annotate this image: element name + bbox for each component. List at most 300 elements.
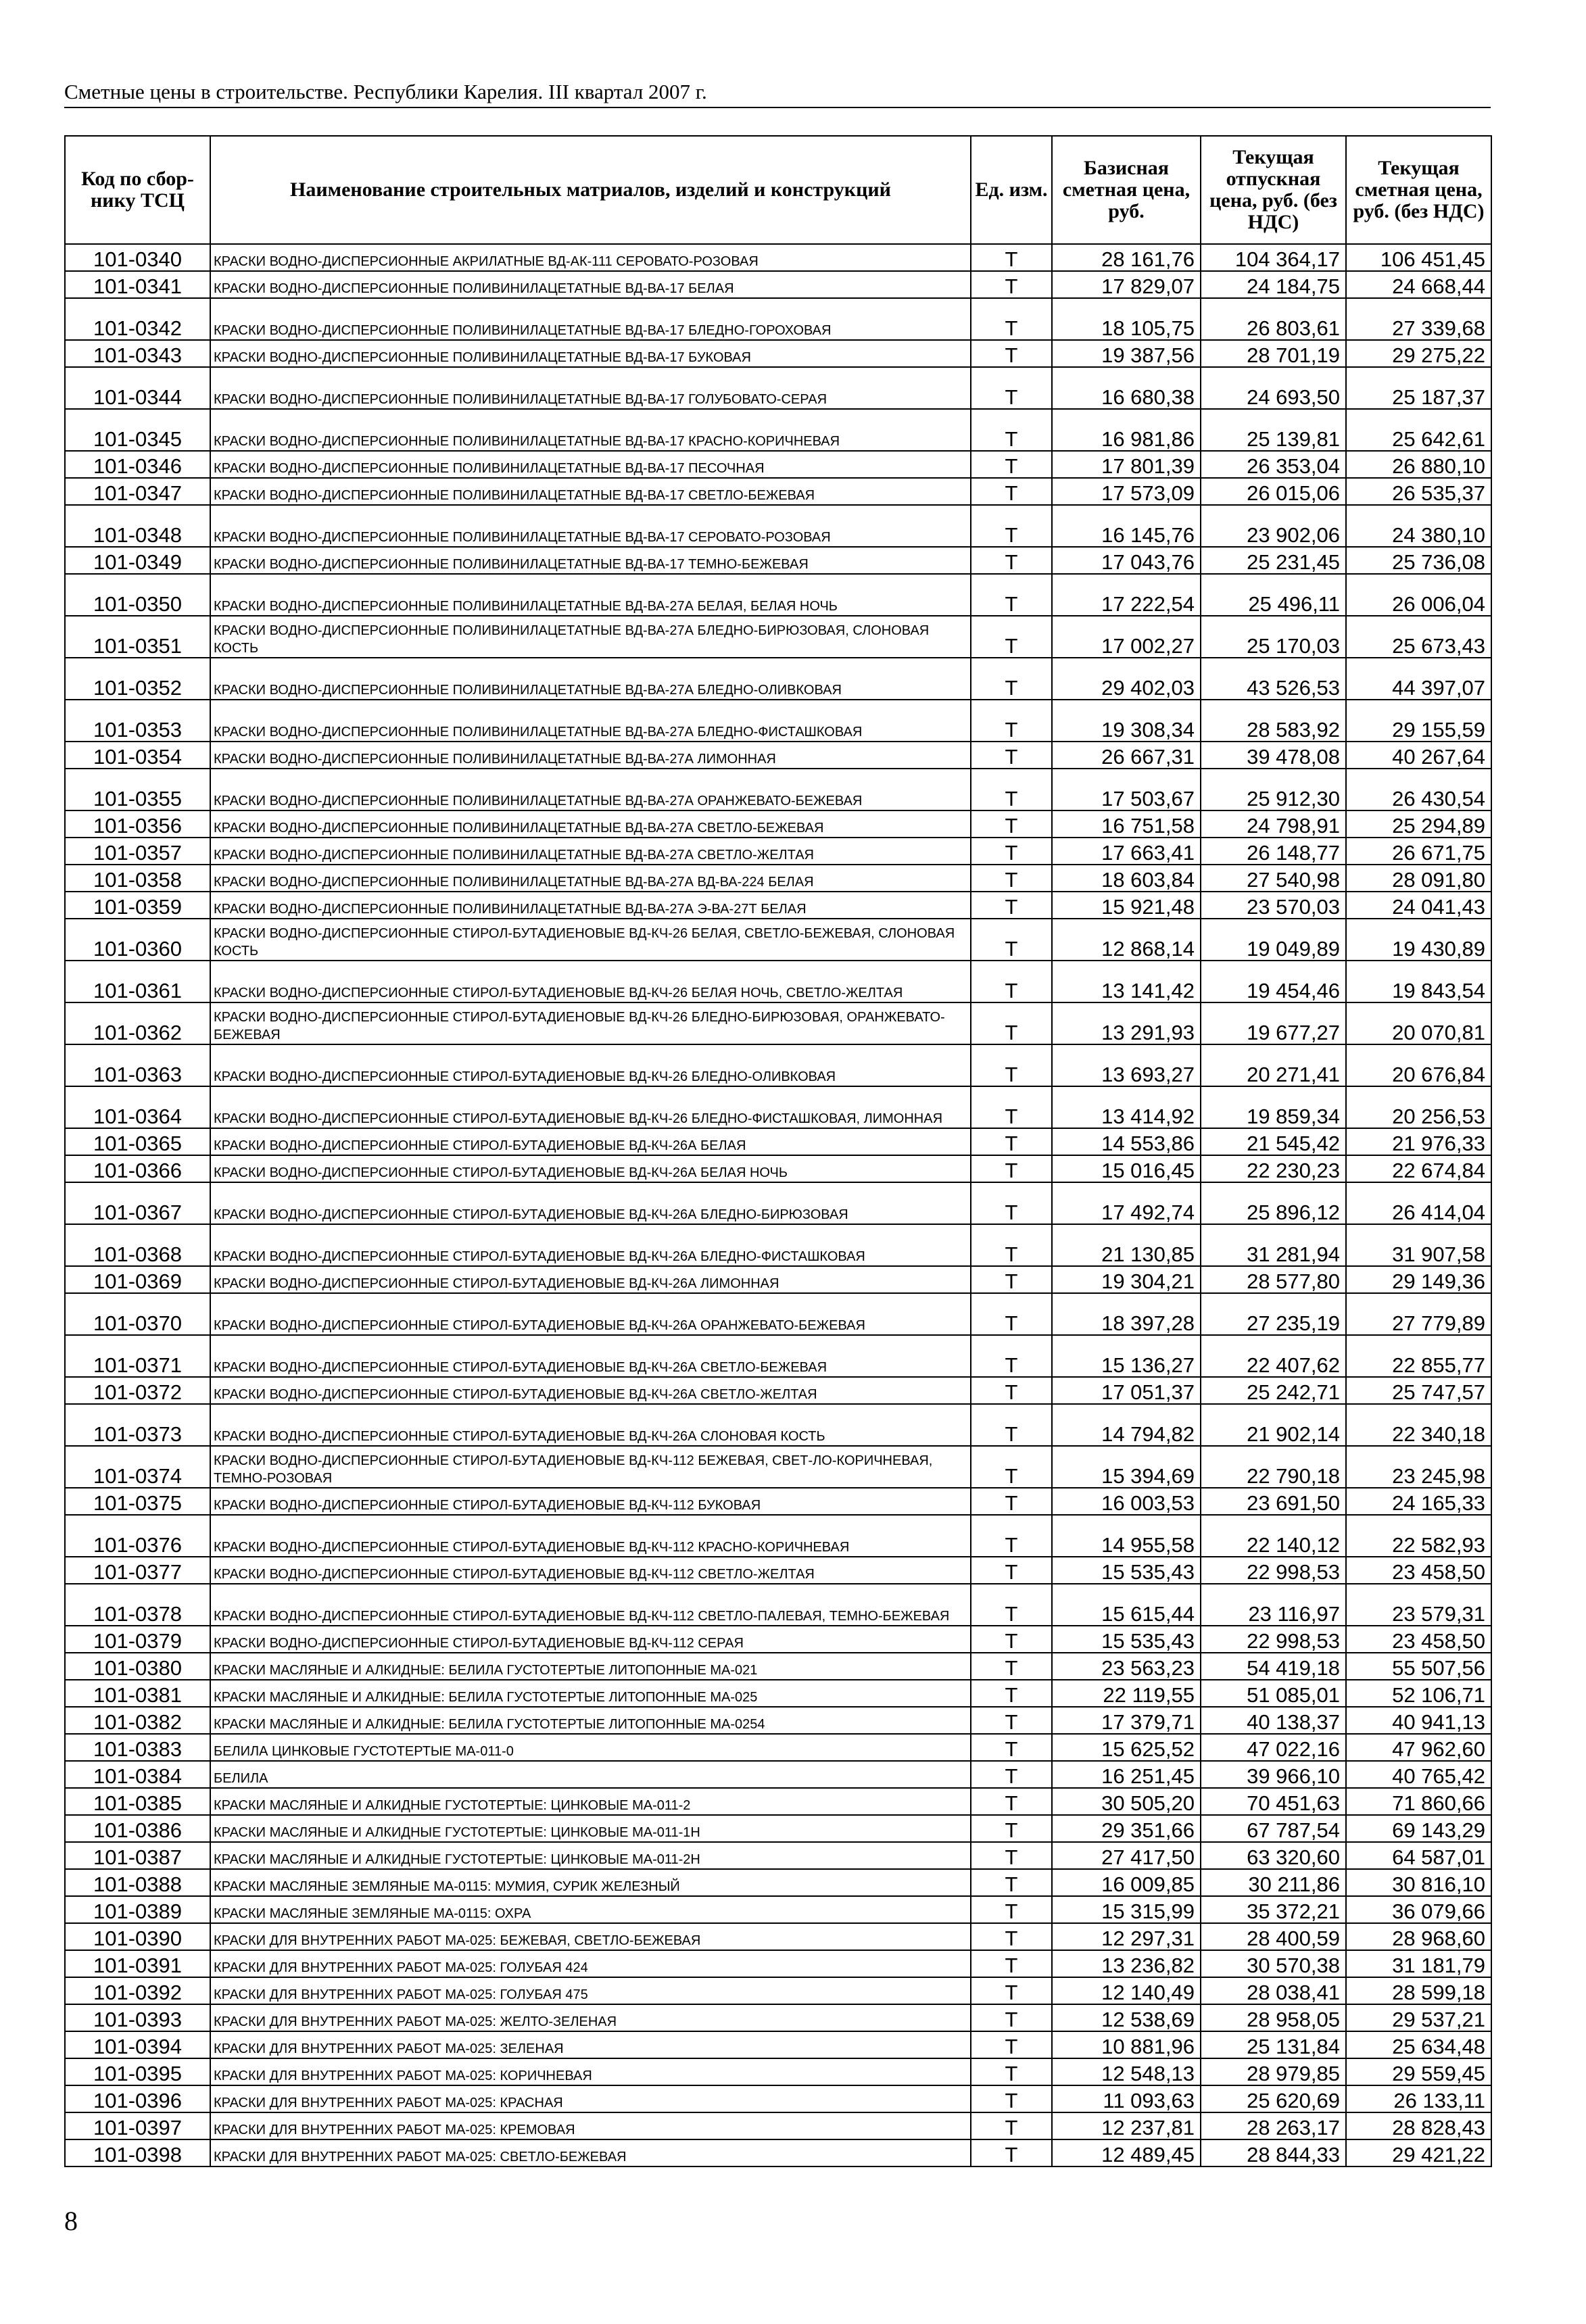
table-row — [65, 1293, 1491, 1335]
cell-estimate-price: 26 133,11 — [1346, 2085, 1491, 2112]
cell-name: КРАСКИ ВОДНО-ДИСПЕРСИОННЫЕ СТИРОЛ-БУТАДИЕНОВЫЕ ВД-КЧ-26 БЛЕДНО-БИРЮЗОВАЯ, ОРАНЖЕВАТО-БЕЖЕВАЯ — [210, 1002, 971, 1044]
cell-code: 101-0345 — [65, 409, 210, 451]
table-row — [65, 271, 1491, 298]
cell-base-price: 17 801,39 — [1052, 451, 1201, 478]
cell-code: 101-0384 — [65, 1761, 210, 1788]
cell-base-price: 13 693,27 — [1052, 1044, 1201, 1086]
cell-name: КРАСКИ ВОДНО-ДИСПЕРСИОННЫЕ ПОЛИВИНИЛАЦЕТАТНЫЕ ВД-ВА-27А СВЕТЛО-БЕЖЕВАЯ — [210, 810, 971, 838]
cell-code: 101-0371 — [65, 1335, 210, 1377]
cell-release-price: 40 138,37 — [1201, 1707, 1346, 1734]
table-row — [65, 451, 1491, 478]
cell-code: 101-0365 — [65, 1128, 210, 1155]
cell-base-price: 15 921,48 — [1052, 892, 1201, 919]
cell-code: 101-0397 — [65, 2112, 210, 2139]
cell-name: КРАСКИ ВОДНО-ДИСПЕРСИОННЫЕ СТИРОЛ-БУТАДИЕНОВЫЕ ВД-КЧ-112 БЕЖЕВАЯ, СВЕТ-ЛО-КОРИЧНЕВАЯ, ТЕМНО-РОЗОВАЯ — [210, 1446, 971, 1488]
cell-base-price: 30 505,20 — [1052, 1788, 1201, 1815]
cell-estimate-price: 64 587,01 — [1346, 1842, 1491, 1869]
cell-release-price: 25 896,12 — [1201, 1182, 1346, 1224]
cell-estimate-price: 55 507,56 — [1346, 1653, 1491, 1680]
cell-base-price: 17 379,71 — [1052, 1707, 1201, 1734]
cell-unit: Т — [971, 1335, 1052, 1377]
cell-code: 101-0349 — [65, 547, 210, 574]
cell-code: 101-0351 — [65, 616, 210, 658]
cell-base-price: 13 236,82 — [1052, 1950, 1201, 1977]
cell-base-price: 12 548,13 — [1052, 2058, 1201, 2085]
table-row — [65, 742, 1491, 769]
cell-estimate-price: 22 582,93 — [1346, 1515, 1491, 1557]
cell-name: КРАСКИ ДЛЯ ВНУТРЕННИХ РАБОТ МА-025: КРЕМОВАЯ — [210, 2112, 971, 2139]
cell-code: 101-0390 — [65, 1923, 210, 1950]
cell-base-price: 17 051,37 — [1052, 1377, 1201, 1404]
cell-base-price: 23 563,23 — [1052, 1653, 1201, 1680]
cell-base-price: 15 315,99 — [1052, 1896, 1201, 1923]
cell-release-price: 51 085,01 — [1201, 1680, 1346, 1707]
cell-name: КРАСКИ ВОДНО-ДИСПЕРСИОННЫЕ ПОЛИВИНИЛАЦЕТАТНЫЕ ВД-ВА-27А ВД-ВА-224 БЕЛАЯ — [210, 865, 971, 892]
table-row — [65, 1488, 1491, 1515]
cell-unit: Т — [971, 1224, 1052, 1266]
cell-unit: Т — [971, 1950, 1052, 1977]
cell-code: 101-0361 — [65, 961, 210, 1002]
cell-release-price: 30 211,86 — [1201, 1869, 1346, 1896]
cell-code: 101-0343 — [65, 340, 210, 367]
cell-estimate-price: 23 458,50 — [1346, 1557, 1491, 1584]
cell-unit: Т — [971, 1155, 1052, 1182]
cell-base-price: 10 881,96 — [1052, 2031, 1201, 2058]
cell-estimate-price: 20 070,81 — [1346, 1002, 1491, 1044]
column-header-unit: Ед. изм. — [971, 136, 1052, 244]
cell-base-price: 15 016,45 — [1052, 1155, 1201, 1182]
cell-release-price: 26 148,77 — [1201, 838, 1346, 865]
cell-unit: Т — [971, 865, 1052, 892]
cell-code: 101-0348 — [65, 505, 210, 547]
cell-estimate-price: 23 579,31 — [1346, 1584, 1491, 1626]
cell-base-price: 12 489,45 — [1052, 2139, 1201, 2166]
cell-base-price: 17 492,74 — [1052, 1182, 1201, 1224]
table-row — [65, 1923, 1491, 1950]
cell-code: 101-0350 — [65, 574, 210, 616]
table-row — [65, 892, 1491, 919]
cell-estimate-price: 29 559,45 — [1346, 2058, 1491, 2085]
cell-unit: Т — [971, 1002, 1052, 1044]
table-row — [65, 700, 1491, 742]
cell-unit: Т — [971, 1761, 1052, 1788]
cell-code: 101-0353 — [65, 700, 210, 742]
cell-estimate-price: 36 079,66 — [1346, 1896, 1491, 1923]
cell-code: 101-0369 — [65, 1266, 210, 1293]
cell-name: КРАСКИ ВОДНО-ДИСПЕРСИОННЫЕ СТИРОЛ-БУТАДИЕНОВЫЕ ВД-КЧ-112 КРАСНО-КОРИЧНЕВАЯ — [210, 1515, 971, 1557]
cell-base-price: 19 304,21 — [1052, 1266, 1201, 1293]
cell-name: КРАСКИ ВОДНО-ДИСПЕРСИОННЫЕ СТИРОЛ-БУТАДИЕНОВЫЕ ВД-КЧ-26 БЕЛАЯ НОЧЬ, СВЕТЛО-ЖЕЛТАЯ — [210, 961, 971, 1002]
cell-unit: Т — [971, 1044, 1052, 1086]
cell-code: 101-0377 — [65, 1557, 210, 1584]
table-row — [65, 1680, 1491, 1707]
cell-name: КРАСКИ ВОДНО-ДИСПЕРСИОННЫЕ ПОЛИВИНИЛАЦЕТАТНЫЕ ВД-ВА-27А Э-ВА-27Т БЕЛАЯ — [210, 892, 971, 919]
table-row — [65, 547, 1491, 574]
cell-release-price: 28 979,85 — [1201, 2058, 1346, 2085]
cell-name: КРАСКИ ДЛЯ ВНУТРЕННИХ РАБОТ МА-025: КОРИЧНЕВАЯ — [210, 2058, 971, 2085]
cell-estimate-price: 106 451,45 — [1346, 244, 1491, 271]
cell-unit: Т — [971, 810, 1052, 838]
cell-unit: Т — [971, 1977, 1052, 2004]
cell-code: 101-0352 — [65, 658, 210, 700]
cell-release-price: 21 545,42 — [1201, 1128, 1346, 1155]
cell-release-price: 28 583,92 — [1201, 700, 1346, 742]
cell-unit: Т — [971, 1404, 1052, 1446]
cell-base-price: 19 308,34 — [1052, 700, 1201, 742]
cell-base-price: 12 538,69 — [1052, 2004, 1201, 2031]
table-row — [65, 1224, 1491, 1266]
cell-base-price: 18 105,75 — [1052, 298, 1201, 340]
cell-name: КРАСКИ ВОДНО-ДИСПЕРСИОННЫЕ ПОЛИВИНИЛАЦЕТАТНЫЕ ВД-ВА-17 ГОЛУБОВАТО-СЕРАЯ — [210, 367, 971, 409]
cell-release-price: 28 263,17 — [1201, 2112, 1346, 2139]
cell-release-price: 47 022,16 — [1201, 1734, 1346, 1761]
cell-release-price: 26 353,04 — [1201, 451, 1346, 478]
cell-unit: Т — [971, 1626, 1052, 1653]
cell-code: 101-0362 — [65, 1002, 210, 1044]
cell-name: КРАСКИ МАСЛЯНЫЕ И АЛКИДНЫЕ ГУСТОТЕРТЫЕ: ЦИНКОВЫЕ МА-011-2 — [210, 1788, 971, 1815]
cell-release-price: 21 902,14 — [1201, 1404, 1346, 1446]
cell-estimate-price: 69 143,29 — [1346, 1815, 1491, 1842]
table-row — [65, 478, 1491, 505]
cell-estimate-price: 22 855,77 — [1346, 1335, 1491, 1377]
table-row — [65, 1155, 1491, 1182]
cell-code: 101-0356 — [65, 810, 210, 838]
cell-estimate-price: 26 006,04 — [1346, 574, 1491, 616]
table-row — [65, 1626, 1491, 1653]
table-row — [65, 1707, 1491, 1734]
cell-estimate-price: 26 671,75 — [1346, 838, 1491, 865]
cell-name: КРАСКИ МАСЛЯНЫЕ И АЛКИДНЫЕ: БЕЛИЛА ГУСТОТЕРТЫЕ ЛИТОПОННЫЕ МА-021 — [210, 1653, 971, 1680]
cell-release-price: 25 242,71 — [1201, 1377, 1346, 1404]
cell-code: 101-0370 — [65, 1293, 210, 1335]
table-row — [65, 1266, 1491, 1293]
table-row — [65, 1128, 1491, 1155]
cell-code: 101-0376 — [65, 1515, 210, 1557]
cell-base-price: 18 603,84 — [1052, 865, 1201, 892]
cell-unit: Т — [971, 244, 1052, 271]
cell-release-price: 19 049,89 — [1201, 919, 1346, 961]
cell-code: 101-0398 — [65, 2139, 210, 2166]
cell-release-price: 19 677,27 — [1201, 1002, 1346, 1044]
cell-name: КРАСКИ ВОДНО-ДИСПЕРСИОННЫЕ СТИРОЛ-БУТАДИЕНОВЫЕ ВД-КЧ-26 БЕЛАЯ, СВЕТЛО-БЕЖЕВАЯ, СЛОНОВАЯ КОСТЬ — [210, 919, 971, 961]
cell-unit: Т — [971, 1086, 1052, 1128]
cell-unit: Т — [971, 2004, 1052, 2031]
cell-name: КРАСКИ ВОДНО-ДИСПЕРСИОННЫЕ ПОЛИВИНИЛАЦЕТАТНЫЕ ВД-ВА-27А БЛЕДНО-БИРЮЗОВАЯ, СЛОНОВАЯ КОСТЬ — [210, 616, 971, 658]
cell-unit: Т — [971, 271, 1052, 298]
cell-unit: Т — [971, 892, 1052, 919]
cell-code: 101-0347 — [65, 478, 210, 505]
cell-estimate-price: 44 397,07 — [1346, 658, 1491, 700]
cell-base-price: 17 002,27 — [1052, 616, 1201, 658]
table-row — [65, 919, 1491, 961]
column-header-release-price: Текущая отпускная цена, руб. (без НДС) — [1201, 136, 1346, 244]
cell-release-price: 30 570,38 — [1201, 1950, 1346, 1977]
cell-base-price: 27 417,50 — [1052, 1842, 1201, 1869]
cell-code: 101-0395 — [65, 2058, 210, 2085]
cell-unit: Т — [971, 1707, 1052, 1734]
cell-release-price: 25 912,30 — [1201, 769, 1346, 810]
table-row — [65, 1335, 1491, 1377]
cell-unit: Т — [971, 1680, 1052, 1707]
cell-unit: Т — [971, 409, 1052, 451]
cell-estimate-price: 26 414,04 — [1346, 1182, 1491, 1224]
cell-release-price: 22 790,18 — [1201, 1446, 1346, 1488]
cell-name: БЕЛИЛА ЦИНКОВЫЕ ГУСТОТЕРТЫЕ МА-011-0 — [210, 1734, 971, 1761]
cell-base-price: 15 535,43 — [1052, 1626, 1201, 1653]
cell-estimate-price: 25 673,43 — [1346, 616, 1491, 658]
cell-estimate-price: 52 106,71 — [1346, 1680, 1491, 1707]
table-row — [65, 340, 1491, 367]
cell-code: 101-0381 — [65, 1680, 210, 1707]
cell-name: КРАСКИ ВОДНО-ДИСПЕРСИОННЫЕ СТИРОЛ-БУТАДИЕНОВЫЕ ВД-КЧ-26А БЕЛАЯ НОЧЬ — [210, 1155, 971, 1182]
cell-code: 101-0379 — [65, 1626, 210, 1653]
cell-unit: Т — [971, 1584, 1052, 1626]
cell-name: КРАСКИ МАСЛЯНЫЕ И АЛКИДНЫЕ: БЕЛИЛА ГУСТОТЕРТЫЕ ЛИТОПОННЫЕ МА-0254 — [210, 1707, 971, 1734]
cell-unit: Т — [971, 547, 1052, 574]
cell-name: КРАСКИ ВОДНО-ДИСПЕРСИОННЫЕ ПОЛИВИНИЛАЦЕТАТНЫЕ ВД-ВА-27А ЛИМОННАЯ — [210, 742, 971, 769]
cell-release-price: 27 540,98 — [1201, 865, 1346, 892]
cell-release-price: 23 570,03 — [1201, 892, 1346, 919]
cell-base-price: 17 829,07 — [1052, 271, 1201, 298]
cell-base-price: 16 003,53 — [1052, 1488, 1201, 1515]
cell-release-price: 26 015,06 — [1201, 478, 1346, 505]
cell-name: КРАСКИ ДЛЯ ВНУТРЕННИХ РАБОТ МА-025: ГОЛУБАЯ 424 — [210, 1950, 971, 1977]
cell-estimate-price: 20 676,84 — [1346, 1044, 1491, 1086]
cell-base-price: 12 140,49 — [1052, 1977, 1201, 2004]
cell-name: КРАСКИ ВОДНО-ДИСПЕРСИОННЫЕ СТИРОЛ-БУТАДИЕНОВЫЕ ВД-КЧ-26 БЛЕДНО-ФИСТАШКОВАЯ, ЛИМОННАЯ — [210, 1086, 971, 1128]
cell-name: КРАСКИ ВОДНО-ДИСПЕРСИОННЫЕ ПОЛИВИНИЛАЦЕТАТНЫЕ ВД-ВА-17 СЕРОВАТО-РОЗОВАЯ — [210, 505, 971, 547]
table-row — [65, 1002, 1491, 1044]
table-body — [65, 244, 1491, 2166]
cell-unit: Т — [971, 1557, 1052, 1584]
cell-release-price: 27 235,19 — [1201, 1293, 1346, 1335]
cell-release-price: 26 803,61 — [1201, 298, 1346, 340]
table-row — [65, 616, 1491, 658]
cell-release-price: 39 966,10 — [1201, 1761, 1346, 1788]
cell-base-price: 16 145,76 — [1052, 505, 1201, 547]
table-row — [65, 2058, 1491, 2085]
cell-unit: Т — [971, 451, 1052, 478]
cell-name: КРАСКИ ВОДНО-ДИСПЕРСИОННЫЕ СТИРОЛ-БУТАДИЕНОВЫЕ ВД-КЧ-112 СВЕТЛО-ПАЛЕВАЯ, ТЕМНО-БЕЖЕВАЯ — [210, 1584, 971, 1626]
cell-base-price: 17 663,41 — [1052, 838, 1201, 865]
cell-estimate-price: 28 828,43 — [1346, 2112, 1491, 2139]
cell-base-price: 14 553,86 — [1052, 1128, 1201, 1155]
cell-base-price: 17 573,09 — [1052, 478, 1201, 505]
cell-base-price: 21 130,85 — [1052, 1224, 1201, 1266]
cell-release-price: 28 701,19 — [1201, 340, 1346, 367]
price-table — [64, 135, 1492, 2167]
cell-name: КРАСКИ ВОДНО-ДИСПЕРСИОННЫЕ СТИРОЛ-БУТАДИЕНОВЫЕ ВД-КЧ-26А СВЕТЛО-БЕЖЕВАЯ — [210, 1335, 971, 1377]
cell-release-price: 28 958,05 — [1201, 2004, 1346, 2031]
cell-code: 101-0374 — [65, 1446, 210, 1488]
cell-code: 101-0341 — [65, 271, 210, 298]
cell-code: 101-0344 — [65, 367, 210, 409]
cell-estimate-price: 47 962,60 — [1346, 1734, 1491, 1761]
cell-base-price: 13 291,93 — [1052, 1002, 1201, 1044]
cell-base-price: 15 394,69 — [1052, 1446, 1201, 1488]
cell-unit: Т — [971, 1734, 1052, 1761]
cell-estimate-price: 21 976,33 — [1346, 1128, 1491, 1155]
table-row — [65, 1446, 1491, 1488]
table-row — [65, 2112, 1491, 2139]
cell-unit: Т — [971, 2112, 1052, 2139]
cell-release-price: 28 038,41 — [1201, 1977, 1346, 2004]
table-row — [65, 1377, 1491, 1404]
cell-base-price: 18 397,28 — [1052, 1293, 1201, 1335]
column-header-base-price: Базисная сметная цена, руб. — [1052, 136, 1201, 244]
cell-name: КРАСКИ ВОДНО-ДИСПЕРСИОННЫЕ АКРИЛАТНЫЕ ВД-АК-111 СЕРОВАТО-РОЗОВАЯ — [210, 244, 971, 271]
table-row — [65, 1815, 1491, 1842]
cell-estimate-price: 28 091,80 — [1346, 865, 1491, 892]
cell-name: КРАСКИ ВОДНО-ДИСПЕРСИОННЫЕ СТИРОЛ-БУТАДИЕНОВЫЕ ВД-КЧ-26А СЛОНОВАЯ КОСТЬ — [210, 1404, 971, 1446]
cell-release-price: 28 400,59 — [1201, 1923, 1346, 1950]
table-row — [65, 1842, 1491, 1869]
cell-unit: Т — [971, 742, 1052, 769]
cell-estimate-price: 22 674,84 — [1346, 1155, 1491, 1182]
cell-unit: Т — [971, 838, 1052, 865]
cell-unit: Т — [971, 2058, 1052, 2085]
cell-estimate-price: 29 149,36 — [1346, 1266, 1491, 1293]
table-row — [65, 409, 1491, 451]
cell-unit: Т — [971, 1182, 1052, 1224]
cell-code: 101-0359 — [65, 892, 210, 919]
cell-release-price: 22 998,53 — [1201, 1626, 1346, 1653]
cell-base-price: 15 136,27 — [1052, 1335, 1201, 1377]
cell-base-price: 16 751,58 — [1052, 810, 1201, 838]
cell-unit: Т — [971, 658, 1052, 700]
cell-name: КРАСКИ МАСЛЯНЫЕ И АЛКИДНЫЕ: БЕЛИЛА ГУСТОТЕРТЫЕ ЛИТОПОННЫЕ МА-025 — [210, 1680, 971, 1707]
cell-release-price: 22 140,12 — [1201, 1515, 1346, 1557]
cell-name: КРАСКИ ДЛЯ ВНУТРЕННИХ РАБОТ МА-025: ЖЕЛТО-ЗЕЛЕНАЯ — [210, 2004, 971, 2031]
cell-code: 101-0360 — [65, 919, 210, 961]
cell-name: КРАСКИ ВОДНО-ДИСПЕРСИОННЫЕ ПОЛИВИНИЛАЦЕТАТНЫЕ ВД-ВА-17 БУКОВАЯ — [210, 340, 971, 367]
cell-base-price: 13 414,92 — [1052, 1086, 1201, 1128]
table-header-row — [65, 136, 1491, 244]
cell-release-price: 28 844,33 — [1201, 2139, 1346, 2166]
cell-release-price: 24 693,50 — [1201, 367, 1346, 409]
cell-estimate-price: 29 537,21 — [1346, 2004, 1491, 2031]
cell-release-price: 39 478,08 — [1201, 742, 1346, 769]
cell-release-price: 54 419,18 — [1201, 1653, 1346, 1680]
cell-estimate-price: 25 736,08 — [1346, 547, 1491, 574]
cell-estimate-price: 22 340,18 — [1346, 1404, 1491, 1446]
cell-base-price: 14 794,82 — [1052, 1404, 1201, 1446]
cell-code: 101-0383 — [65, 1734, 210, 1761]
cell-release-price: 22 230,23 — [1201, 1155, 1346, 1182]
cell-code: 101-0363 — [65, 1044, 210, 1086]
cell-code: 101-0354 — [65, 742, 210, 769]
cell-base-price: 17 222,54 — [1052, 574, 1201, 616]
table-row — [65, 1584, 1491, 1626]
cell-base-price: 28 161,76 — [1052, 244, 1201, 271]
cell-release-price: 25 131,84 — [1201, 2031, 1346, 2058]
cell-base-price: 15 615,44 — [1052, 1584, 1201, 1626]
cell-name: КРАСКИ ВОДНО-ДИСПЕРСИОННЫЕ СТИРОЛ-БУТАДИЕНОВЫЕ ВД-КЧ-112 СЕРАЯ — [210, 1626, 971, 1653]
cell-name: КРАСКИ ВОДНО-ДИСПЕРСИОННЫЕ СТИРОЛ-БУТАДИЕНОВЫЕ ВД-КЧ-26 БЛЕДНО-ОЛИВКОВАЯ — [210, 1044, 971, 1086]
cell-name: КРАСКИ ВОДНО-ДИСПЕРСИОННЫЕ СТИРОЛ-БУТАДИЕНОВЫЕ ВД-КЧ-26А СВЕТЛО-ЖЕЛТАЯ — [210, 1377, 971, 1404]
cell-release-price: 24 184,75 — [1201, 271, 1346, 298]
cell-release-price: 43 526,53 — [1201, 658, 1346, 700]
cell-release-price: 22 407,62 — [1201, 1335, 1346, 1377]
cell-release-price: 31 281,94 — [1201, 1224, 1346, 1266]
table-row — [65, 2031, 1491, 2058]
cell-estimate-price: 24 165,33 — [1346, 1488, 1491, 1515]
cell-code: 101-0389 — [65, 1896, 210, 1923]
cell-base-price: 16 981,86 — [1052, 409, 1201, 451]
cell-code: 101-0372 — [65, 1377, 210, 1404]
cell-base-price: 15 625,52 — [1052, 1734, 1201, 1761]
cell-release-price: 25 139,81 — [1201, 409, 1346, 451]
table-row — [65, 244, 1491, 271]
cell-name: КРАСКИ ВОДНО-ДИСПЕРСИОННЫЕ ПОЛИВИНИЛАЦЕТАТНЫЕ ВД-ВА-27А БЛЕДНО-ФИСТАШКОВАЯ — [210, 700, 971, 742]
table-row — [65, 1044, 1491, 1086]
cell-name: КРАСКИ ДЛЯ ВНУТРЕННИХ РАБОТ МА-025: СВЕТЛО-БЕЖЕВАЯ — [210, 2139, 971, 2166]
table-row — [65, 2085, 1491, 2112]
cell-estimate-price: 25 187,37 — [1346, 367, 1491, 409]
column-header-name: Наименование строительных матриалов, изделий и конструкций — [210, 136, 971, 244]
cell-unit: Т — [971, 1923, 1052, 1950]
cell-name: КРАСКИ ВОДНО-ДИСПЕРСИОННЫЕ СТИРОЛ-БУТАДИЕНОВЫЕ ВД-КЧ-112 БУКОВАЯ — [210, 1488, 971, 1515]
cell-code: 101-0357 — [65, 838, 210, 865]
cell-name: КРАСКИ МАСЛЯНЫЕ И АЛКИДНЫЕ ГУСТОТЕРТЫЕ: ЦИНКОВЫЕ МА-011-1Н — [210, 1815, 971, 1842]
table-row — [65, 2139, 1491, 2166]
cell-name: КРАСКИ ВОДНО-ДИСПЕРСИОННЫЕ ПОЛИВИНИЛАЦЕТАТНЫЕ ВД-ВА-27А СВЕТЛО-ЖЕЛТАЯ — [210, 838, 971, 865]
cell-code: 101-0342 — [65, 298, 210, 340]
cell-release-price: 22 998,53 — [1201, 1557, 1346, 1584]
table-row — [65, 1086, 1491, 1128]
cell-estimate-price: 30 816,10 — [1346, 1869, 1491, 1896]
cell-code: 101-0378 — [65, 1584, 210, 1626]
table-row — [65, 1653, 1491, 1680]
cell-estimate-price: 29 275,22 — [1346, 340, 1491, 367]
cell-release-price: 23 691,50 — [1201, 1488, 1346, 1515]
column-header-estimate-price: Текущая сметная цена, руб. (без НДС) — [1346, 136, 1491, 244]
table-row — [65, 1515, 1491, 1557]
cell-base-price: 29 351,66 — [1052, 1815, 1201, 1842]
cell-name: КРАСКИ ВОДНО-ДИСПЕРСИОННЫЕ ПОЛИВИНИЛАЦЕТАТНЫЕ ВД-ВА-17 БЛЕДНО-ГОРОХОВАЯ — [210, 298, 971, 340]
cell-unit: Т — [971, 1869, 1052, 1896]
cell-name: КРАСКИ ВОДНО-ДИСПЕРСИОННЫЕ СТИРОЛ-БУТАДИЕНОВЫЕ ВД-КЧ-26А ЛИМОННАЯ — [210, 1266, 971, 1293]
cell-code: 101-0368 — [65, 1224, 210, 1266]
cell-code: 101-0358 — [65, 865, 210, 892]
cell-unit: Т — [971, 1293, 1052, 1335]
cell-unit: Т — [971, 919, 1052, 961]
table-row — [65, 1950, 1491, 1977]
cell-estimate-price: 27 339,68 — [1346, 298, 1491, 340]
table-row — [65, 865, 1491, 892]
cell-base-price: 17 503,67 — [1052, 769, 1201, 810]
cell-unit: Т — [971, 1488, 1052, 1515]
cell-base-price: 11 093,63 — [1052, 2085, 1201, 2112]
cell-code: 101-0394 — [65, 2031, 210, 2058]
cell-unit: Т — [971, 1788, 1052, 1815]
cell-unit: Т — [971, 505, 1052, 547]
cell-estimate-price: 19 430,89 — [1346, 919, 1491, 961]
cell-unit: Т — [971, 1815, 1052, 1842]
cell-base-price: 15 535,43 — [1052, 1557, 1201, 1584]
cell-estimate-price: 25 642,61 — [1346, 409, 1491, 451]
table-row — [65, 505, 1491, 547]
cell-unit: Т — [971, 700, 1052, 742]
cell-name: КРАСКИ МАСЛЯНЫЕ ЗЕМЛЯНЫЕ МА-0115: МУМИЯ, СУРИК ЖЕЛЕЗНЫЙ — [210, 1869, 971, 1896]
cell-code: 101-0340 — [65, 244, 210, 271]
cell-release-price: 104 364,17 — [1201, 244, 1346, 271]
cell-name: КРАСКИ ВОДНО-ДИСПЕРСИОННЫЕ ПОЛИВИНИЛАЦЕТАТНЫЕ ВД-ВА-27А БЕЛАЯ, БЕЛАЯ НОЧЬ — [210, 574, 971, 616]
cell-code: 101-0388 — [65, 1869, 210, 1896]
cell-base-price: 22 119,55 — [1052, 1680, 1201, 1707]
cell-estimate-price: 20 256,53 — [1346, 1086, 1491, 1128]
cell-base-price: 16 009,85 — [1052, 1869, 1201, 1896]
